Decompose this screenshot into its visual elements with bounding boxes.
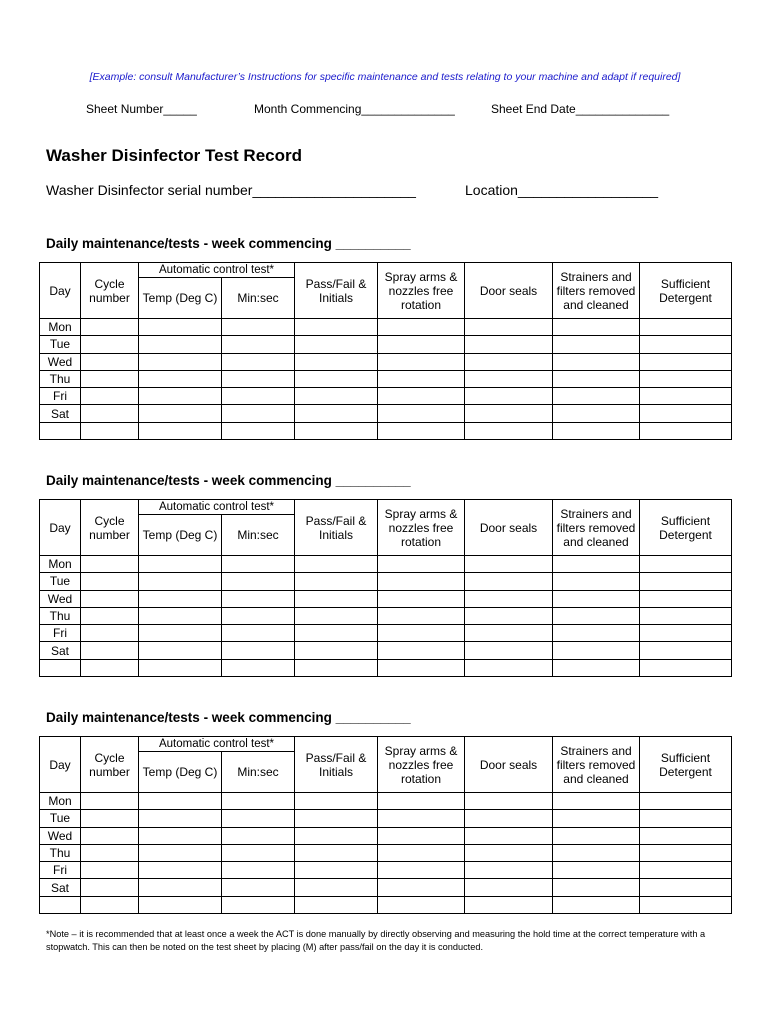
day-cell: Wed bbox=[40, 590, 81, 607]
entry-cell[interactable] bbox=[295, 827, 378, 844]
table-row bbox=[40, 422, 732, 439]
table-row bbox=[40, 370, 732, 387]
entry-cell[interactable] bbox=[553, 810, 640, 827]
entry-cell[interactable] bbox=[553, 844, 640, 861]
entry-cell[interactable] bbox=[222, 370, 295, 387]
entry-cell[interactable] bbox=[295, 810, 378, 827]
entry-cell[interactable] bbox=[139, 336, 222, 353]
entry-cell[interactable] bbox=[553, 573, 640, 590]
entry-cell[interactable] bbox=[222, 793, 295, 810]
entry-cell[interactable] bbox=[640, 319, 732, 336]
entry-cell[interactable] bbox=[640, 405, 732, 422]
month-commencing-field[interactable]: Month Commencing______________ bbox=[254, 102, 455, 116]
entry-cell[interactable] bbox=[465, 659, 553, 676]
header-temp: Temp (Deg C) bbox=[139, 278, 222, 319]
entry-cell[interactable] bbox=[139, 862, 222, 879]
entry-cell[interactable] bbox=[81, 879, 139, 896]
entry-cell[interactable] bbox=[378, 405, 465, 422]
entry-cell[interactable] bbox=[465, 879, 553, 896]
header-minsec: Min:sec bbox=[222, 752, 295, 793]
entry-cell[interactable] bbox=[295, 353, 378, 370]
entry-cell[interactable] bbox=[640, 642, 732, 659]
entry-cell[interactable] bbox=[295, 879, 378, 896]
entry-cell[interactable] bbox=[378, 896, 465, 913]
entry-cell[interactable] bbox=[139, 590, 222, 607]
entry-cell[interactable] bbox=[553, 556, 640, 573]
table-row bbox=[40, 590, 732, 607]
day-cell bbox=[40, 422, 81, 439]
entry-cell[interactable] bbox=[81, 827, 139, 844]
table-row bbox=[40, 353, 732, 370]
entry-cell[interactable] bbox=[465, 793, 553, 810]
entry-cell[interactable] bbox=[81, 370, 139, 387]
entry-cell[interactable] bbox=[222, 896, 295, 913]
day-cell: Thu bbox=[40, 607, 81, 624]
entry-cell[interactable] bbox=[640, 827, 732, 844]
entry-cell[interactable] bbox=[295, 625, 378, 642]
day-cell: Mon bbox=[40, 556, 81, 573]
sheet-number-field[interactable]: Sheet Number_____ bbox=[86, 102, 197, 116]
entry-cell[interactable] bbox=[222, 573, 295, 590]
entry-cell[interactable] bbox=[553, 405, 640, 422]
day-cell: Wed bbox=[40, 827, 81, 844]
table-row bbox=[40, 625, 732, 642]
example-note: [Example: consult Manufacturer’s Instructions for specific maintenance and tests relating to your machine and adapt if required] bbox=[89, 71, 681, 83]
entry-cell[interactable] bbox=[295, 862, 378, 879]
entry-cell[interactable] bbox=[222, 556, 295, 573]
entry-cell[interactable] bbox=[139, 607, 222, 624]
entry-cell[interactable] bbox=[222, 659, 295, 676]
entry-cell[interactable] bbox=[378, 810, 465, 827]
header-strainers: Strainers and filters removed and cleaned bbox=[553, 737, 640, 793]
entry-cell[interactable] bbox=[139, 319, 222, 336]
entry-cell[interactable] bbox=[378, 844, 465, 861]
entry-cell[interactable] bbox=[640, 336, 732, 353]
entry-cell[interactable] bbox=[222, 607, 295, 624]
entry-cell[interactable] bbox=[465, 556, 553, 573]
entry-cell[interactable] bbox=[465, 336, 553, 353]
entry-cell[interactable] bbox=[640, 556, 732, 573]
entry-cell[interactable] bbox=[378, 388, 465, 405]
entry-cell[interactable] bbox=[222, 879, 295, 896]
entry-cell[interactable] bbox=[465, 810, 553, 827]
entry-cell[interactable] bbox=[81, 896, 139, 913]
entry-cell[interactable] bbox=[295, 793, 378, 810]
week-table bbox=[39, 262, 732, 440]
entry-cell[interactable] bbox=[222, 810, 295, 827]
entry-cell[interactable] bbox=[640, 659, 732, 676]
entry-cell[interactable] bbox=[553, 827, 640, 844]
entry-cell[interactable] bbox=[81, 590, 139, 607]
entry-cell[interactable] bbox=[553, 625, 640, 642]
table-row bbox=[40, 573, 732, 590]
table-row bbox=[40, 879, 732, 896]
entry-cell[interactable] bbox=[222, 353, 295, 370]
entry-cell[interactable] bbox=[378, 353, 465, 370]
entry-cell[interactable] bbox=[640, 810, 732, 827]
entry-cell[interactable] bbox=[553, 862, 640, 879]
entry-cell[interactable] bbox=[222, 336, 295, 353]
entry-cell[interactable] bbox=[465, 625, 553, 642]
page-title: Washer Disinfector Test Record bbox=[46, 146, 303, 165]
header-day: Day bbox=[40, 263, 81, 319]
entry-cell[interactable] bbox=[640, 793, 732, 810]
header-detergent: Sufficient Detergent bbox=[640, 500, 732, 556]
entry-cell[interactable] bbox=[81, 422, 139, 439]
table-row bbox=[40, 862, 732, 879]
entry-cell[interactable] bbox=[295, 573, 378, 590]
location-field[interactable]: Location__________________ bbox=[465, 182, 659, 198]
table-row bbox=[40, 827, 732, 844]
header-temp: Temp (Deg C) bbox=[139, 515, 222, 556]
entry-cell[interactable] bbox=[640, 607, 732, 624]
entry-cell[interactable] bbox=[139, 625, 222, 642]
entry-cell[interactable] bbox=[139, 556, 222, 573]
entry-cell[interactable] bbox=[553, 336, 640, 353]
entry-cell[interactable] bbox=[295, 556, 378, 573]
entry-cell[interactable] bbox=[378, 862, 465, 879]
entry-cell[interactable] bbox=[81, 353, 139, 370]
entry-cell[interactable] bbox=[378, 625, 465, 642]
entry-cell[interactable] bbox=[139, 573, 222, 590]
entry-cell[interactable] bbox=[139, 896, 222, 913]
entry-cell[interactable] bbox=[139, 370, 222, 387]
entry-cell[interactable] bbox=[139, 879, 222, 896]
entry-cell[interactable] bbox=[378, 607, 465, 624]
entry-cell[interactable] bbox=[139, 405, 222, 422]
entry-cell[interactable] bbox=[139, 659, 222, 676]
entry-cell[interactable] bbox=[378, 556, 465, 573]
entry-cell[interactable] bbox=[640, 388, 732, 405]
entry-cell[interactable] bbox=[465, 607, 553, 624]
table-row bbox=[40, 319, 732, 336]
entry-cell[interactable] bbox=[553, 353, 640, 370]
header-automatic-control-test: Automatic control test* bbox=[139, 737, 295, 752]
week-table bbox=[39, 499, 732, 677]
header-day: Day bbox=[40, 737, 81, 793]
entry-cell[interactable] bbox=[295, 370, 378, 387]
entry-cell[interactable] bbox=[640, 573, 732, 590]
entry-cell[interactable] bbox=[222, 827, 295, 844]
table-row bbox=[40, 336, 732, 353]
entry-cell[interactable] bbox=[81, 319, 139, 336]
header-detergent: Sufficient Detergent bbox=[640, 737, 732, 793]
header-spray-arms: Spray arms & nozzles free rotation bbox=[378, 500, 465, 556]
week-heading: Daily maintenance/tests - week commencing __________ bbox=[46, 710, 411, 725]
entry-cell[interactable] bbox=[640, 896, 732, 913]
day-cell bbox=[40, 659, 81, 676]
table-row bbox=[40, 556, 732, 573]
entry-cell[interactable] bbox=[81, 862, 139, 879]
entry-cell[interactable] bbox=[295, 896, 378, 913]
entry-cell[interactable] bbox=[222, 625, 295, 642]
entry-cell[interactable] bbox=[553, 422, 640, 439]
entry-cell[interactable] bbox=[139, 810, 222, 827]
entry-cell[interactable] bbox=[295, 642, 378, 659]
header-detergent: Sufficient Detergent bbox=[640, 263, 732, 319]
header-door-seals: Door seals bbox=[465, 737, 553, 793]
header-strainers: Strainers and filters removed and cleaned bbox=[553, 263, 640, 319]
entry-cell[interactable] bbox=[222, 422, 295, 439]
header-door-seals: Door seals bbox=[465, 263, 553, 319]
entry-cell[interactable] bbox=[640, 844, 732, 861]
entry-cell[interactable] bbox=[465, 319, 553, 336]
entry-cell[interactable] bbox=[139, 844, 222, 861]
header-spray-arms: Spray arms & nozzles free rotation bbox=[378, 263, 465, 319]
entry-cell[interactable] bbox=[465, 896, 553, 913]
table-row bbox=[40, 844, 732, 861]
table-row bbox=[40, 642, 732, 659]
day-cell: Sat bbox=[40, 642, 81, 659]
entry-cell[interactable] bbox=[81, 659, 139, 676]
header-pass-fail: Pass/Fail & Initials bbox=[295, 737, 378, 793]
entry-cell[interactable] bbox=[295, 659, 378, 676]
week-table bbox=[39, 736, 732, 914]
entry-cell[interactable] bbox=[553, 590, 640, 607]
entry-cell[interactable] bbox=[378, 879, 465, 896]
table-row bbox=[40, 405, 732, 422]
entry-cell[interactable] bbox=[553, 607, 640, 624]
entry-cell[interactable] bbox=[222, 642, 295, 659]
entry-cell[interactable] bbox=[222, 590, 295, 607]
day-cell: Thu bbox=[40, 370, 81, 387]
entry-cell[interactable] bbox=[465, 642, 553, 659]
entry-cell[interactable] bbox=[81, 810, 139, 827]
header-minsec: Min:sec bbox=[222, 278, 295, 319]
entry-cell[interactable] bbox=[640, 590, 732, 607]
day-cell: Mon bbox=[40, 319, 81, 336]
entry-cell[interactable] bbox=[81, 642, 139, 659]
entry-cell[interactable] bbox=[378, 827, 465, 844]
header-strainers: Strainers and filters removed and cleaned bbox=[553, 500, 640, 556]
day-cell: Wed bbox=[40, 353, 81, 370]
entry-cell[interactable] bbox=[295, 405, 378, 422]
entry-cell[interactable] bbox=[139, 422, 222, 439]
entry-cell[interactable] bbox=[553, 642, 640, 659]
entry-cell[interactable] bbox=[640, 422, 732, 439]
day-cell: Tue bbox=[40, 336, 81, 353]
entry-cell[interactable] bbox=[81, 844, 139, 861]
entry-cell[interactable] bbox=[81, 607, 139, 624]
entry-cell[interactable] bbox=[295, 422, 378, 439]
entry-cell[interactable] bbox=[378, 370, 465, 387]
entry-cell[interactable] bbox=[465, 388, 553, 405]
entry-cell[interactable] bbox=[640, 625, 732, 642]
table-row bbox=[40, 810, 732, 827]
entry-cell[interactable] bbox=[222, 405, 295, 422]
entry-cell[interactable] bbox=[295, 607, 378, 624]
entry-cell[interactable] bbox=[378, 793, 465, 810]
entry-cell[interactable] bbox=[81, 625, 139, 642]
entry-cell[interactable] bbox=[378, 642, 465, 659]
day-cell: Fri bbox=[40, 625, 81, 642]
entry-cell[interactable] bbox=[465, 590, 553, 607]
header-pass-fail: Pass/Fail & Initials bbox=[295, 263, 378, 319]
entry-cell[interactable] bbox=[553, 793, 640, 810]
header-cycle-number: Cycle number bbox=[81, 737, 139, 793]
entry-cell[interactable] bbox=[222, 844, 295, 861]
sheet-end-date-field[interactable]: Sheet End Date______________ bbox=[491, 102, 670, 116]
entry-cell[interactable] bbox=[295, 336, 378, 353]
entry-cell[interactable] bbox=[465, 844, 553, 861]
entry-cell[interactable] bbox=[553, 659, 640, 676]
table-row bbox=[40, 896, 732, 913]
entry-cell[interactable] bbox=[81, 405, 139, 422]
entry-cell[interactable] bbox=[465, 422, 553, 439]
header-automatic-control-test: Automatic control test* bbox=[139, 500, 295, 515]
header-cycle-number: Cycle number bbox=[81, 263, 139, 319]
table-row bbox=[40, 607, 732, 624]
day-cell bbox=[40, 896, 81, 913]
day-cell: Tue bbox=[40, 810, 81, 827]
serial-number-field[interactable]: Washer Disinfector serial number_____________________ bbox=[46, 182, 416, 198]
entry-cell[interactable] bbox=[553, 896, 640, 913]
entry-cell[interactable] bbox=[465, 405, 553, 422]
entry-cell[interactable] bbox=[640, 370, 732, 387]
header-cycle-number: Cycle number bbox=[81, 500, 139, 556]
entry-cell[interactable] bbox=[553, 879, 640, 896]
week-heading: Daily maintenance/tests - week commencing __________ bbox=[46, 473, 411, 488]
footnote: *Note – it is recommended that at least once a week the ACT is done manually by directly observing and measuring the hold time at the correct temperature with a stopwatch. This can then be noted on the test sheet by placing (M) after pass/fail on the day it is conducted. bbox=[46, 929, 706, 952]
entry-cell[interactable] bbox=[81, 336, 139, 353]
entry-cell[interactable] bbox=[139, 642, 222, 659]
header-minsec: Min:sec bbox=[222, 515, 295, 556]
entry-cell[interactable] bbox=[640, 862, 732, 879]
entry-cell[interactable] bbox=[553, 370, 640, 387]
entry-cell[interactable] bbox=[81, 388, 139, 405]
entry-cell[interactable] bbox=[81, 793, 139, 810]
entry-cell[interactable] bbox=[222, 862, 295, 879]
entry-cell[interactable] bbox=[295, 590, 378, 607]
entry-cell[interactable] bbox=[378, 336, 465, 353]
entry-cell[interactable] bbox=[465, 862, 553, 879]
entry-cell[interactable] bbox=[139, 827, 222, 844]
day-cell: Fri bbox=[40, 388, 81, 405]
day-cell: Fri bbox=[40, 862, 81, 879]
entry-cell[interactable] bbox=[640, 353, 732, 370]
header-spray-arms: Spray arms & nozzles free rotation bbox=[378, 737, 465, 793]
day-cell: Sat bbox=[40, 879, 81, 896]
entry-cell[interactable] bbox=[378, 590, 465, 607]
week-heading: Daily maintenance/tests - week commencing __________ bbox=[46, 236, 411, 251]
entry-cell[interactable] bbox=[465, 353, 553, 370]
entry-cell[interactable] bbox=[295, 319, 378, 336]
entry-cell[interactable] bbox=[139, 353, 222, 370]
header-pass-fail: Pass/Fail & Initials bbox=[295, 500, 378, 556]
entry-cell[interactable] bbox=[553, 319, 640, 336]
entry-cell[interactable] bbox=[465, 827, 553, 844]
entry-cell[interactable] bbox=[295, 844, 378, 861]
entry-cell[interactable] bbox=[465, 370, 553, 387]
entry-cell[interactable] bbox=[295, 388, 378, 405]
day-cell: Mon bbox=[40, 793, 81, 810]
header-automatic-control-test: Automatic control test* bbox=[139, 263, 295, 278]
entry-cell[interactable] bbox=[378, 319, 465, 336]
entry-cell[interactable] bbox=[139, 388, 222, 405]
entry-cell[interactable] bbox=[81, 573, 139, 590]
header-temp: Temp (Deg C) bbox=[139, 752, 222, 793]
entry-cell[interactable] bbox=[465, 573, 553, 590]
header-day: Day bbox=[40, 500, 81, 556]
header-door-seals: Door seals bbox=[465, 500, 553, 556]
entry-cell[interactable] bbox=[222, 319, 295, 336]
entry-cell[interactable] bbox=[81, 556, 139, 573]
entry-cell[interactable] bbox=[222, 388, 295, 405]
table-row bbox=[40, 388, 732, 405]
entry-cell[interactable] bbox=[640, 879, 732, 896]
day-cell: Sat bbox=[40, 405, 81, 422]
entry-cell[interactable] bbox=[378, 659, 465, 676]
table-row bbox=[40, 793, 732, 810]
entry-cell[interactable] bbox=[139, 793, 222, 810]
entry-cell[interactable] bbox=[378, 422, 465, 439]
day-cell: Thu bbox=[40, 844, 81, 861]
day-cell: Tue bbox=[40, 573, 81, 590]
entry-cell[interactable] bbox=[378, 573, 465, 590]
entry-cell[interactable] bbox=[553, 388, 640, 405]
table-row bbox=[40, 659, 732, 676]
